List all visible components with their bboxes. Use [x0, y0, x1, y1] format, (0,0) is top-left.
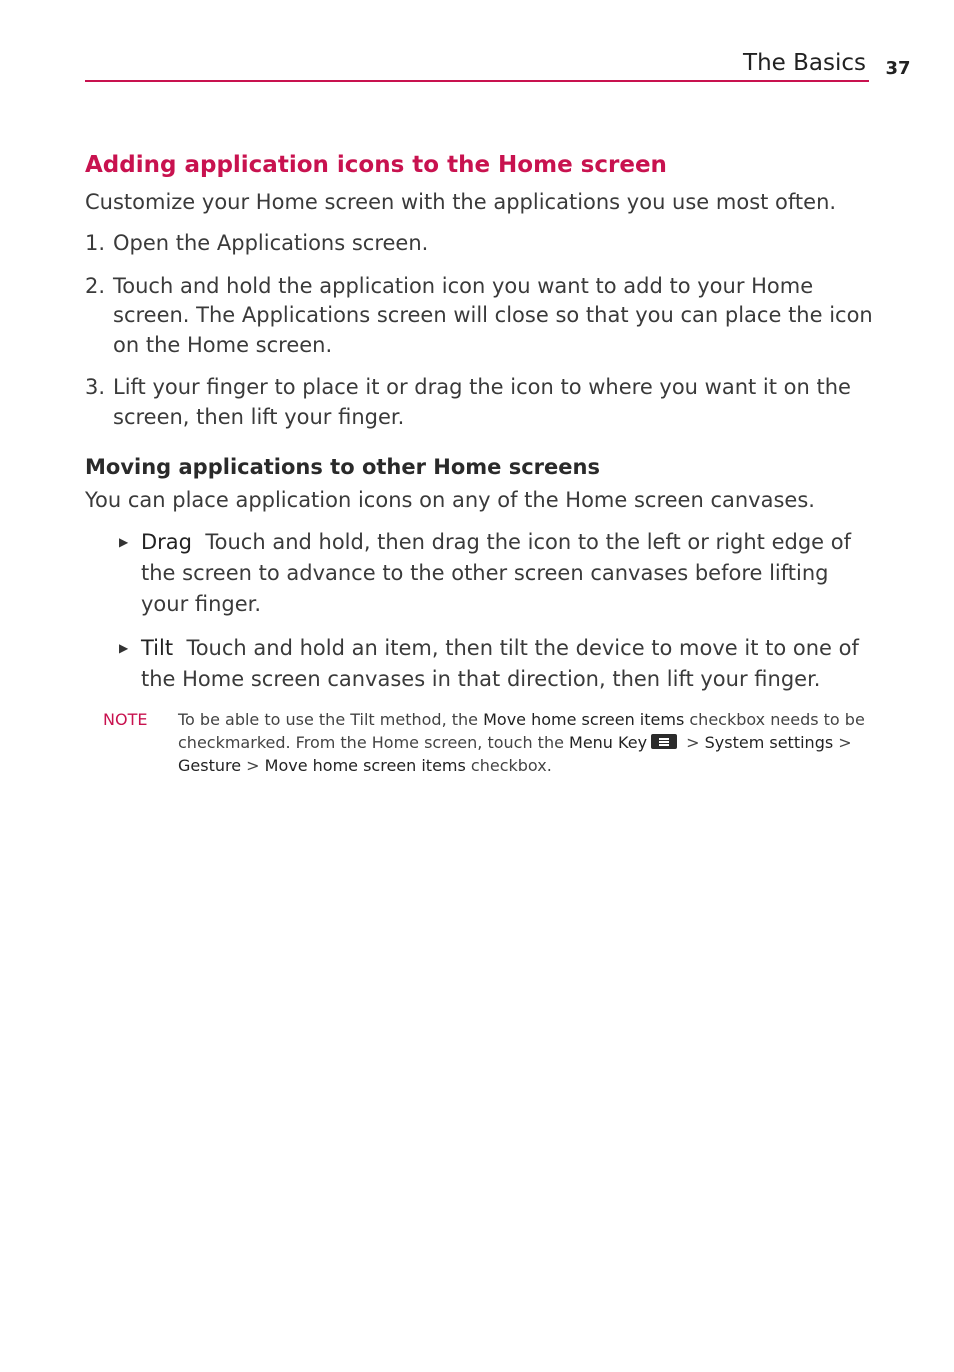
- steps-list: [85, 229, 875, 432]
- section-heading-adding-icons: Adding application icons to the Home screen: [85, 152, 667, 178]
- section-intro: You can place application icons on any of the Home screen canvases.: [85, 488, 815, 512]
- section-header-title: The Basics: [743, 50, 866, 76]
- page-content: [85, 148, 875, 777]
- step-number: 1.: [85, 231, 106, 255]
- note-menu-key-label: Menu Key: [569, 733, 648, 752]
- note-text-part: checkbox.: [465, 756, 552, 775]
- step-number: 3.: [85, 375, 106, 399]
- list-item: [85, 633, 875, 695]
- bullet-text: Touch and hold an item, then tilt the device to move it to one of the Home screen canvases in that direction, then lift your finger.: [141, 636, 859, 691]
- bullet-arrow-icon: ▶: [119, 641, 129, 655]
- note-separator: >: [833, 733, 852, 752]
- note-separator: >: [241, 756, 265, 775]
- bullet-text: Touch and hold, then drag the icon to the left or right edge of the screen to advance to the other screen canvases before lifting your finger.: [141, 530, 851, 616]
- step-text: Open the Applications screen.: [113, 231, 429, 255]
- bullet-arrow-icon: ▶: [119, 535, 129, 549]
- note-label: NOTE: [103, 710, 148, 729]
- note-gesture: Gesture: [178, 756, 242, 775]
- note-system-settings: System settings: [704, 733, 834, 752]
- list-item: [85, 527, 875, 620]
- note-text: [178, 708, 875, 777]
- header-divider: [85, 80, 869, 82]
- step-number: 2.: [85, 273, 106, 298]
- bullet-term: Tilt: [141, 636, 174, 660]
- bullet-list: [85, 527, 875, 695]
- step-text: Touch and hold the application icon you want to add to your Home screen. The Applications screen will close so that you can place the icon on the Home screen.: [113, 273, 873, 357]
- note-text-part: To be able to use the Tilt method, the: [178, 710, 484, 729]
- page-number: 37: [885, 58, 911, 79]
- step-text: Lift your finger to place it or drag the icon to where you want it on the screen, then lift your finger.: [113, 375, 851, 429]
- note-item-move-home-screen: Move home screen items: [483, 710, 685, 729]
- note-item-move-home-screen-2: Move home screen items: [264, 756, 466, 775]
- note-text-part: checkbox needs to be checkmarked. From the Home screen, touch the: [178, 710, 865, 752]
- list-item: [85, 229, 875, 259]
- bullet-term: Drag: [141, 530, 193, 554]
- section-heading-moving-apps: Moving applications to other Home screens: [85, 455, 600, 479]
- list-item: [85, 373, 875, 432]
- list-item: [85, 272, 875, 361]
- section-intro: Customize your Home screen with the applications you use most often.: [85, 190, 837, 214]
- note-separator: >: [681, 733, 705, 752]
- menu-key-icon: [651, 734, 677, 749]
- note-block: [85, 708, 875, 777]
